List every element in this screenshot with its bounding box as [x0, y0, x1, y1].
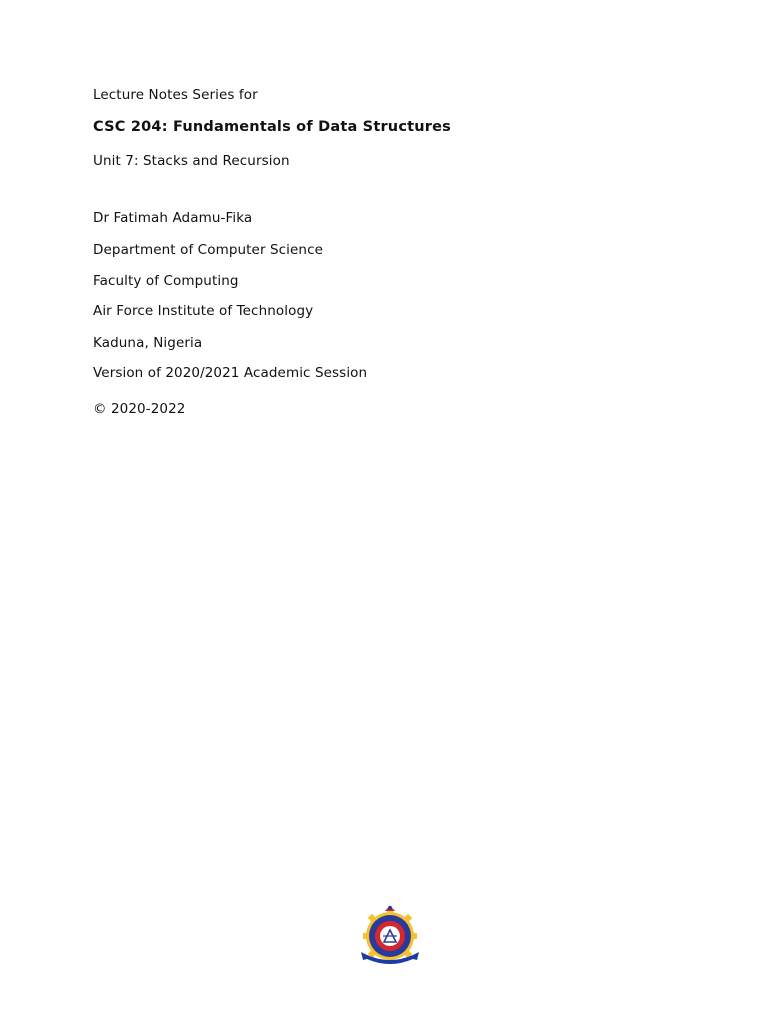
faculty-line: Faculty of Computing [93, 273, 239, 289]
institution-crest-icon [357, 903, 423, 965]
institution-line: Air Force Institute of Technology [93, 303, 314, 319]
course-title: CSC 204: Fundamentals of Data Structures [93, 119, 451, 135]
location-line: Kaduna, Nigeria [93, 335, 203, 351]
unit-title: Unit 7: Stacks and Recursion [93, 153, 290, 169]
author-name: Dr Fatimah Adamu-Fika [93, 210, 253, 226]
series-line: Lecture Notes Series for [93, 87, 258, 103]
department-line: Department of Computer Science [93, 242, 324, 258]
version-line: Version of 2020/2021 Academic Session [93, 365, 368, 381]
copyright-line: © 2020-2022 [93, 401, 186, 417]
